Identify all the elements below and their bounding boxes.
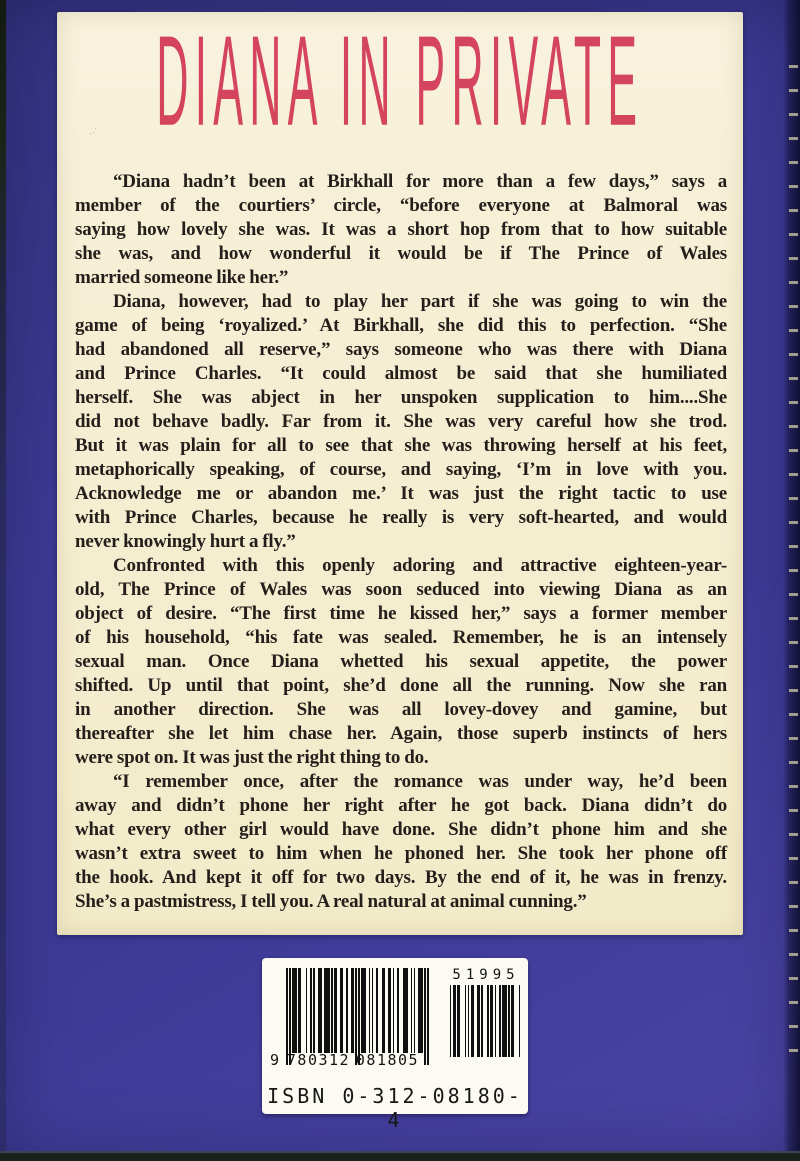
text-line: she was, and how wonderful it would be if The Prince of Wales <box>75 243 727 264</box>
ean13-digits <box>270 1052 446 1068</box>
text-line: had abandoned all reserve,” says someone who was there with Diana <box>75 339 727 360</box>
text-line: never knowingly hurt a fly.” <box>75 531 296 552</box>
isbn-text: ISBN 0-312-08180-4 <box>267 1084 523 1132</box>
text-line: the hook. And kept it off for two days. By the end of it, he was in frenzy. <box>75 867 727 888</box>
book-title: DIANA IN PRIVATE <box>156 10 644 154</box>
text-line: shifted. Up until that point, she’d done all the running. Now she ran <box>75 675 727 696</box>
text-line: Diana, however, had to play her part if she was going to win the <box>113 291 727 312</box>
back-cover-text <box>75 170 727 914</box>
addon-bars <box>448 985 524 1057</box>
text-line: herself. She was abject in her unspoken supplication to him....She <box>75 387 727 408</box>
text-line: married someone like her.” <box>75 267 289 288</box>
barcode-left-group: 780312 <box>286 1051 351 1069</box>
text-line: were spot on. It was just the right thing to do. <box>75 747 429 768</box>
text-line: wasn’t extra sweet to him when he phoned her. She took her phone off <box>75 843 727 864</box>
text-line: away and didn’t phone her right after he got back. Diana didn’t do <box>75 795 727 816</box>
page-edge-ticks <box>789 44 798 1059</box>
text-line: and Prince Charles. “It could almost be said that she humiliated <box>75 363 727 384</box>
text-line: sexual man. Once Diana whetted his sexual appetite, the power <box>75 651 727 672</box>
text-line: old, The Prince of Wales was soon seduced into viewing Diana as an <box>75 579 727 600</box>
text-line: thereafter she let him chase her. Again, those superb instincts of hers <box>75 723 727 744</box>
text-line: Acknowledge me or abandon me.’ It was just the right tactic to use <box>75 483 727 504</box>
text-line: in another direction. She was all lovey-dovey and gamine, but <box>75 699 727 720</box>
addon-barcode <box>448 968 524 1070</box>
text-line: saying how lovely she was. It was a short hop from that to how suitable <box>75 219 727 240</box>
text-line: metaphorically speaking, of course, and saying, ‘I’m in love with you. <box>75 459 727 480</box>
barcode-row <box>262 958 528 1070</box>
barcode-bar <box>519 985 521 1057</box>
text-line: did not behave badly. Far from it. She was very careful how she trod. <box>75 411 727 432</box>
text-line: Confronted with this openly adoring and attractive eighteen-year- <box>113 555 727 576</box>
text-line: object of desire. “The first time he kissed her,” says a former member <box>75 603 727 624</box>
barcode-first-digit: 9 <box>270 1051 280 1069</box>
text-line: what every other girl would have done. She didn’t phone him and she <box>75 819 727 840</box>
text-line: of his household, “his fate was sealed. Remember, he is an intensely <box>75 627 727 648</box>
text-line: member of the courtiers’ circle, “before everyone at Balmoral was <box>75 195 727 216</box>
text-line: But it was plain for all to see that she was throwing herself at his feet, <box>75 435 727 456</box>
text-line: game of being ‘royalized.’ At Birkhall, she did this to perfection. “She <box>75 315 727 336</box>
bottom-edge-shadow <box>0 1151 800 1161</box>
ean13-barcode <box>270 968 432 1070</box>
spine-edge-shadow <box>0 0 6 1161</box>
pencil-smudge: ··′ <box>87 125 101 141</box>
title-area <box>57 10 743 154</box>
barcode-right-group: 081805 <box>355 1051 420 1069</box>
cover-text-panel <box>57 12 743 935</box>
barcode-bar <box>427 968 429 1065</box>
addon-price-code: 51995 <box>452 967 520 983</box>
barcode-label <box>262 958 528 1132</box>
text-line: with Prince Charles, because he really is very soft-hearted, and would <box>75 507 727 528</box>
text-line: “I remember once, after the romance was under way, he’d been <box>113 771 727 792</box>
text-line: She’s a pastmistress, I tell you. A real natural at animal cunning.” <box>75 891 587 912</box>
text-line: “Diana hadn’t been at Birkhall for more than a few days,” says a <box>113 171 727 192</box>
